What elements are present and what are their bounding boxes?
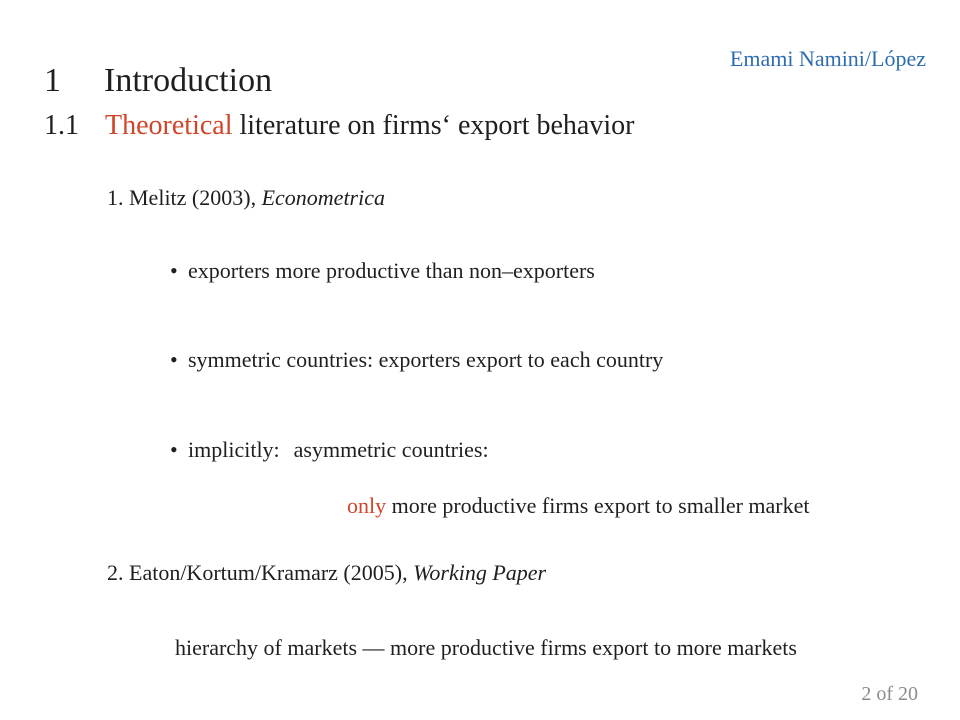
bullet-text: symmetric countries: exporters export to each country: [188, 347, 664, 372]
page-number: 2 of 20: [861, 683, 918, 705]
reference-journal: Working Paper: [413, 560, 547, 585]
subsection-title-accent: Theoretical: [105, 110, 233, 141]
reference-prefix: 1. Melitz (2003),: [107, 185, 262, 210]
subsection-number: 1.1: [44, 110, 79, 141]
reference-journal: Econometrica: [261, 185, 385, 210]
bullet-text: asymmetric countries:: [293, 437, 489, 462]
section-number: 1: [44, 62, 61, 99]
bullet-lead: implicitly:: [188, 437, 280, 462]
hierarchy-statement: hierarchy of markets — more productive firms export to more markets: [175, 635, 797, 660]
bullet-symbol: •: [170, 258, 178, 283]
bullet-symbol: •: [170, 437, 178, 462]
bullet-item: [170, 258, 595, 284]
bullet-item: [170, 347, 663, 373]
bullet-detail-accent: only: [347, 493, 387, 518]
subsection-title: [105, 110, 634, 142]
author-header: Emami Namini/López: [729, 46, 926, 71]
reference-eaton-kortum-kramarz: [107, 560, 546, 586]
bullet-symbol: •: [170, 347, 178, 372]
reference-prefix: 2. Eaton/Kortum/Kramarz (2005),: [107, 560, 414, 585]
section-title: Introduction: [104, 62, 273, 99]
bullet-item: [170, 437, 489, 463]
subsection-title-rest: literature on firms‘ export behavior: [239, 110, 635, 141]
bullet-detail: [347, 493, 810, 519]
bullet-detail-rest: more productive firms export to smaller market: [391, 493, 810, 518]
bullet-text: exporters more productive than non–exporters: [188, 258, 595, 283]
reference-melitz: [107, 185, 385, 211]
